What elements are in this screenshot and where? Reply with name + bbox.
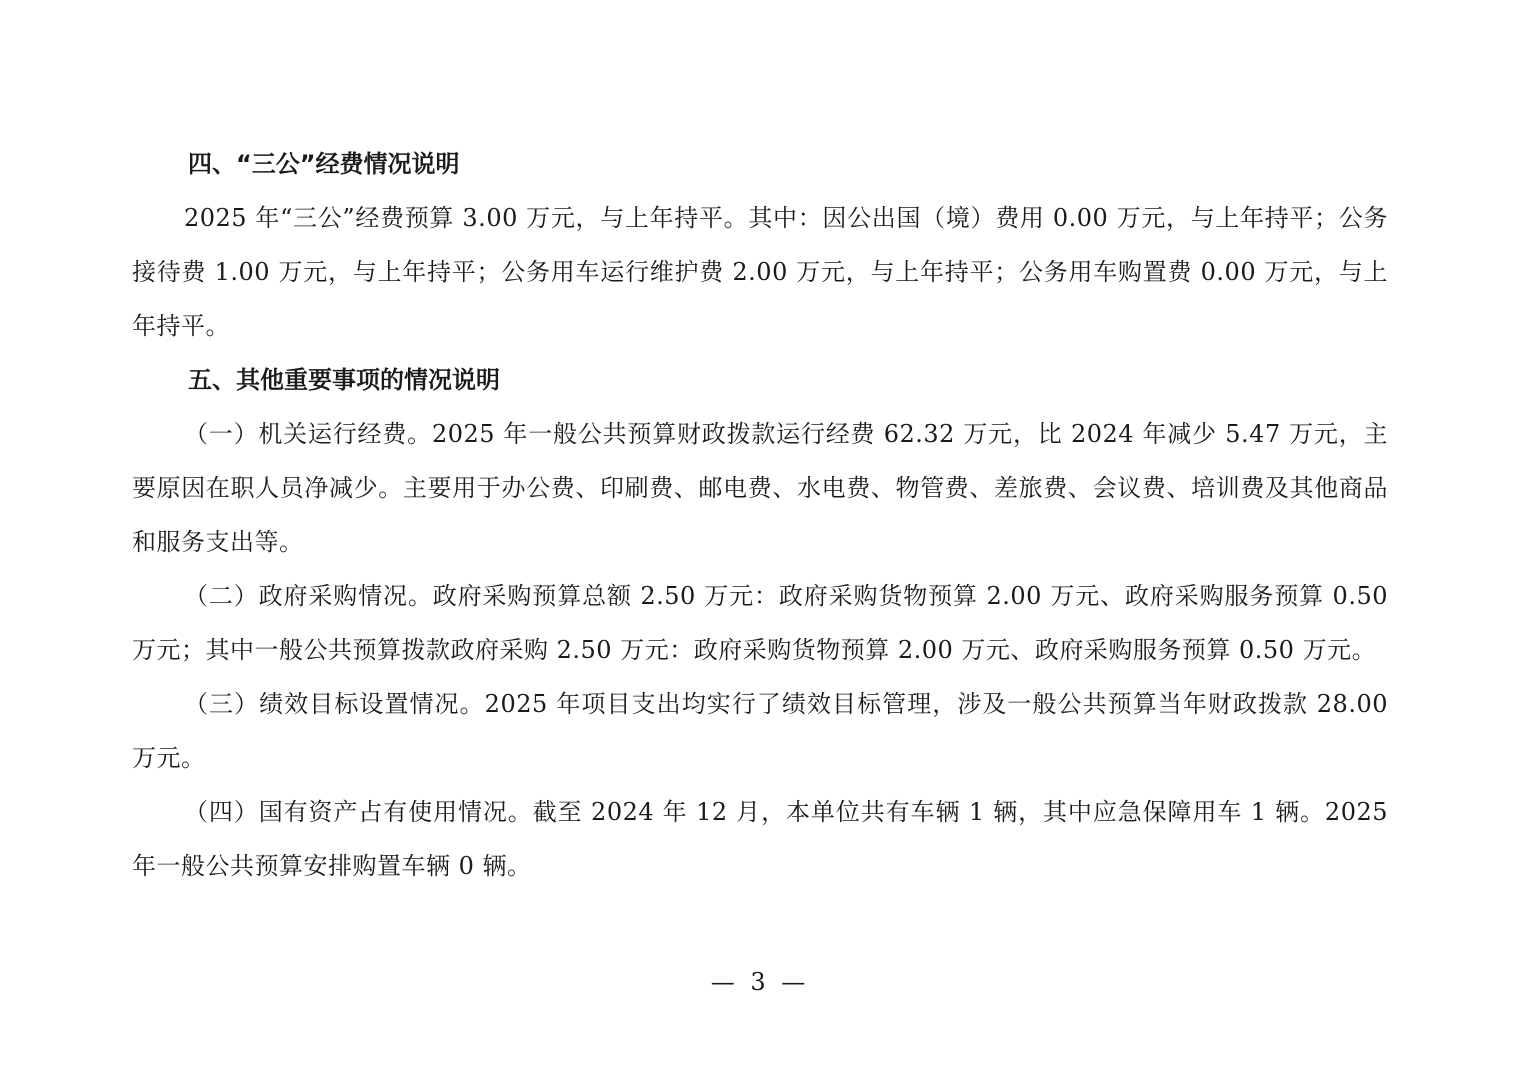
item-lead: （一）机关运行经费。 [184,420,432,448]
section-heading-other-matters: 五、其他重要事项的情况说明 [188,366,500,394]
paragraph-sangong: 2025 年“三公”经费预算 3.00 万元，与上年持平。其中：因公出国（境）费用 0.00 万元，与上年持平；公务接待费 1.00 万元，与上年持平；公务用车运行维护费 2.00 万元，与上年持平；公务用车购置费 0.00 万元，与上年持平。 [132,204,1388,340]
item-text: 截至 2024 年 12 月，本单位共有车辆 1 辆，其中应急保障用车 1 辆。2025 年一般公共预算安排购置车辆 0 辆。 [132,798,1388,880]
item-lead: （二）政府采购情况。 [184,582,433,610]
item-text: 2025 年一般公共预算财政拨款运行经费 62.32 万元，比 2024 年减少 5.47 万元，主要原因在职人员净减少。主要用于办公费、印刷费、邮电费、水电费、物管费、差旅费、会议费、培训费及其他商品和服务支出等。 [132,420,1389,556]
document-body [132,137,1388,893]
paragraph-operating-funds [132,407,1388,569]
page-number: — 3 — [710,968,810,996]
item-text: 政府采购预算总额 2.50 万元：政府采购货物预算 2.00 万元、政府采购服务预算 0.50 万元；其中一般公共预算拨款政府采购 2.50 万元：政府采购货物预算 2.00 万元、政府采购服务预算 0.50 万元。 [132,582,1388,664]
item-lead: （三）绩效目标设置情况。 [184,690,485,718]
item-text: 2025 年项目支出均实行了绩效目标管理，涉及一般公共预算当年财政拨款 28.00 万元。 [132,690,1388,772]
paragraph-procurement [132,569,1388,677]
paragraph-state-assets [132,785,1388,893]
paragraph-performance-goals [132,677,1388,785]
section-heading-sangong: 四、“三公”经费情况说明 [188,150,460,178]
item-lead: （四）国有资产占有使用情况。 [184,798,533,826]
